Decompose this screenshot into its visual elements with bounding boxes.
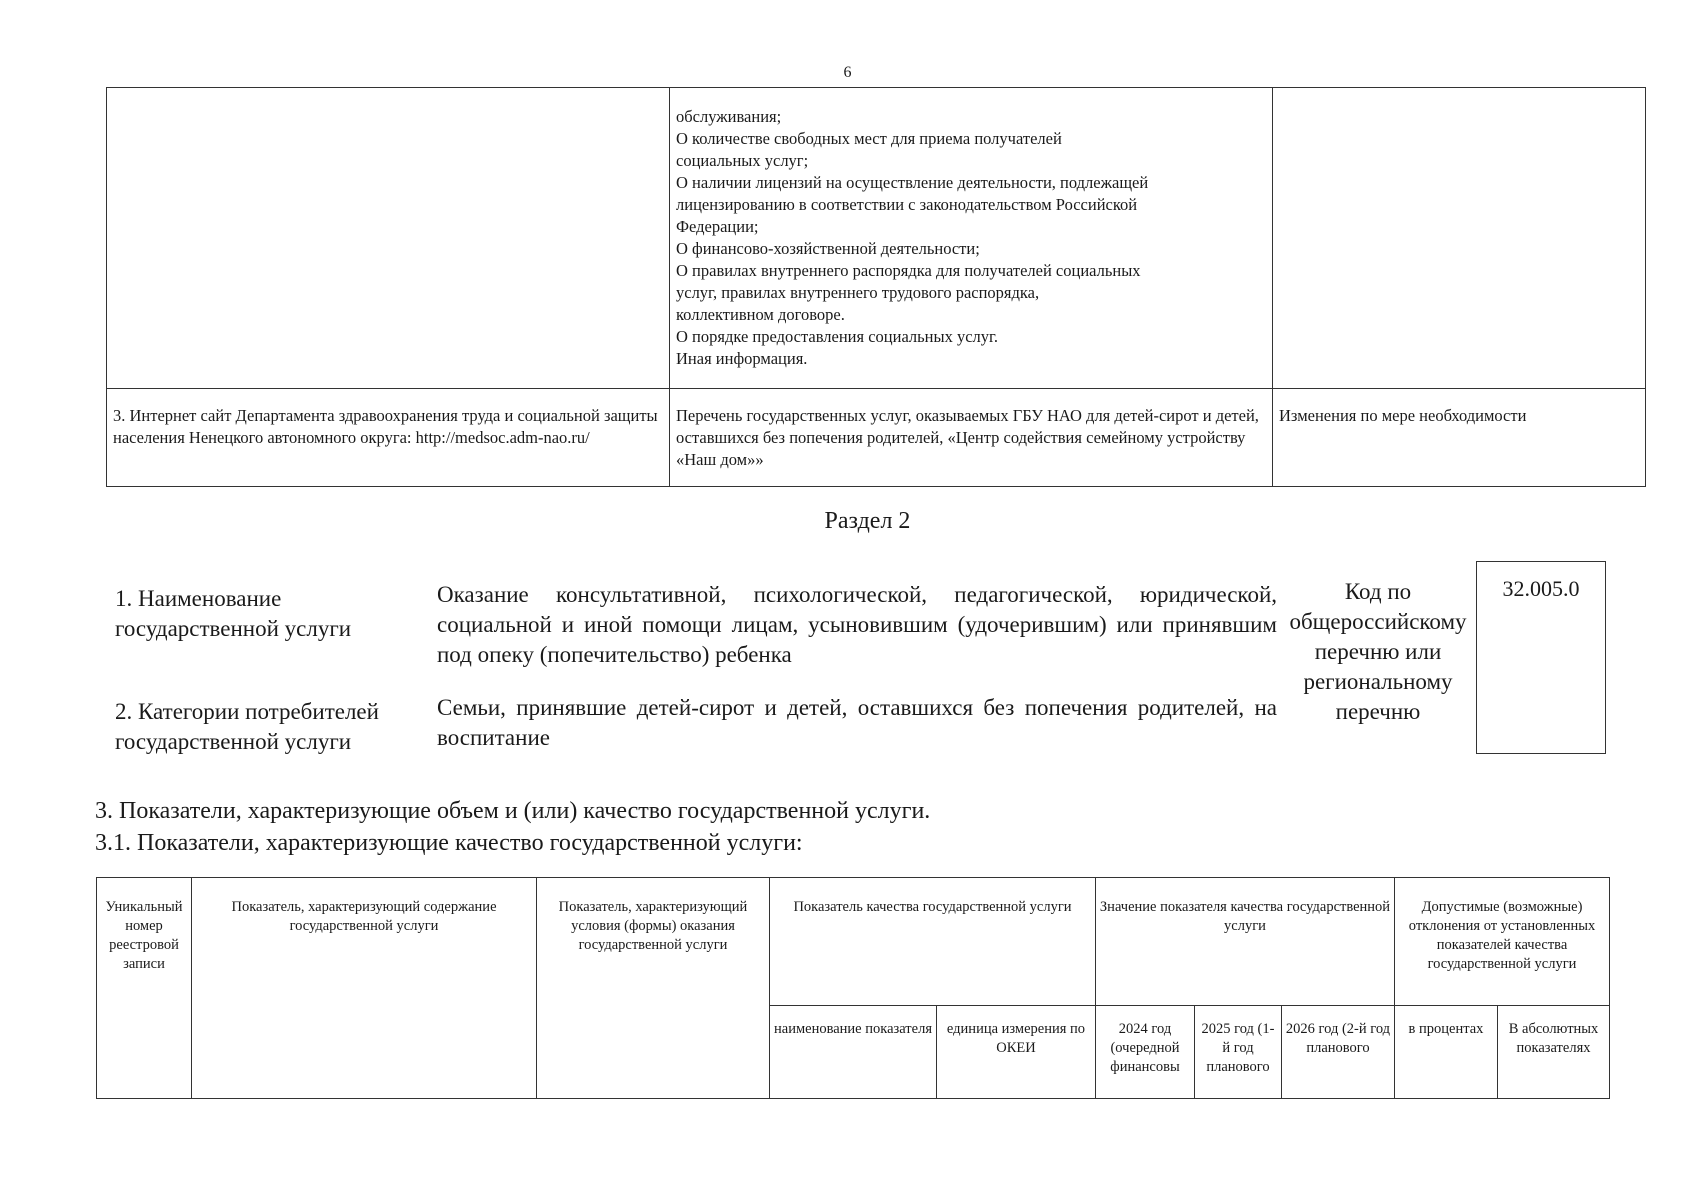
info-line: О финансово-хозяйственной деятельности; bbox=[676, 239, 980, 258]
info-table bbox=[106, 87, 1646, 487]
table-header-row bbox=[97, 878, 1610, 1006]
header-unique-number: Уникальный номер реестровой записи bbox=[97, 878, 192, 1099]
quality-indicators-table bbox=[96, 877, 1610, 1099]
website-cell: 3. Интернет сайт Департамента здравоохранения труда и социальной защиты населения Ненецкого автономного округа: http://medsoc.adm-nao.ru/ bbox=[107, 389, 670, 487]
service-name-label: 1. Наименование государственной услуги bbox=[115, 586, 352, 641]
page-number: 6 bbox=[843, 64, 852, 81]
registry-code-label: Код по общероссийскому перечню или региональному перечню bbox=[1289, 579, 1467, 724]
subheader-year-2024: 2024 год (очередной финансовы bbox=[1096, 1006, 1195, 1099]
subheader-year-2026: 2026 год (2-й год планового bbox=[1282, 1006, 1395, 1099]
info-list-cell bbox=[670, 88, 1273, 389]
header-conditions-indicator: Показатель, характеризующий условия (формы) оказания государственной услуги bbox=[537, 878, 770, 1099]
info-line: О количестве свободных мест для приема получателей bbox=[676, 129, 1062, 148]
subheader-absolute: В абсолютных показателях bbox=[1498, 1006, 1610, 1099]
subheader-year-2025: 2025 год (1-й год планового bbox=[1195, 1006, 1282, 1099]
heading-quality-indicators: 3.1. Показатели, характеризующие качество государственной услуги: bbox=[95, 830, 803, 856]
service-name-value: Оказание консультативной, психологической, педагогической, юридической, социальной и иной помощи лицам, усыновившим (удочерившим) или принявшим под опеку (попечительство) ребенка bbox=[437, 582, 1277, 667]
registry-code-box: 32.005.0 bbox=[1476, 561, 1606, 754]
info-line: О наличии лицензий на осуществление деятельности, подлежащей bbox=[676, 173, 1149, 192]
header-content-indicator: Показатель, характеризующий содержание государственной услуги bbox=[192, 878, 537, 1099]
info-line: социальных услуг; bbox=[676, 151, 809, 170]
header-allowed-deviation: Допустимые (возможные) отклонения от установленных показателей качества государственной услуги bbox=[1395, 878, 1610, 1006]
info-line: О правилах внутреннего распорядка для получателей социальных bbox=[676, 261, 1141, 280]
table-cell bbox=[107, 88, 670, 389]
subheader-percent: в процентах bbox=[1395, 1006, 1498, 1099]
subheader-indicator-name: наименование показателя bbox=[770, 1006, 937, 1099]
table-cell bbox=[1273, 88, 1646, 389]
update-frequency-cell: Изменения по мере необходимости bbox=[1273, 389, 1646, 487]
info-line: коллективном договоре. bbox=[676, 305, 845, 324]
info-line: О порядке предоставления социальных услуг. bbox=[676, 327, 999, 346]
info-line: Федерации; bbox=[676, 217, 759, 236]
info-line: услуг, правилах внутреннего трудового распорядка, bbox=[676, 283, 1040, 302]
info-line: обслуживания; bbox=[676, 107, 782, 126]
info-line: Иная информация. bbox=[676, 349, 808, 368]
consumer-category-value: Семьи, принявшие детей-сирот и детей, оставшихся без попечения родителей, на воспитание bbox=[437, 695, 1277, 750]
consumer-category-label: 2. Категории потребителей государственной услуги bbox=[115, 699, 379, 754]
heading-indicators: 3. Показатели, характеризующие объем и (или) качество государственной услуги. bbox=[95, 798, 931, 824]
services-list-cell: Перечень государственных услуг, оказываемых ГБУ НАО для детей-сирот и детей, оставшихся без попечения родителей, «Центр содействия семейному устройству «Наш дом»» bbox=[670, 389, 1273, 487]
section-title: Раздел 2 bbox=[824, 508, 911, 534]
subheader-unit: единица измерения по ОКЕИ bbox=[937, 1006, 1096, 1099]
table-row bbox=[107, 389, 1646, 487]
header-indicator-value: Значение показателя качества государственной услуги bbox=[1096, 878, 1395, 1006]
info-line: лицензированию в соответствии с законодательством Российской bbox=[676, 195, 1138, 214]
table-row bbox=[107, 88, 1646, 389]
header-quality-indicator: Показатель качества государственной услуги bbox=[770, 878, 1096, 1006]
